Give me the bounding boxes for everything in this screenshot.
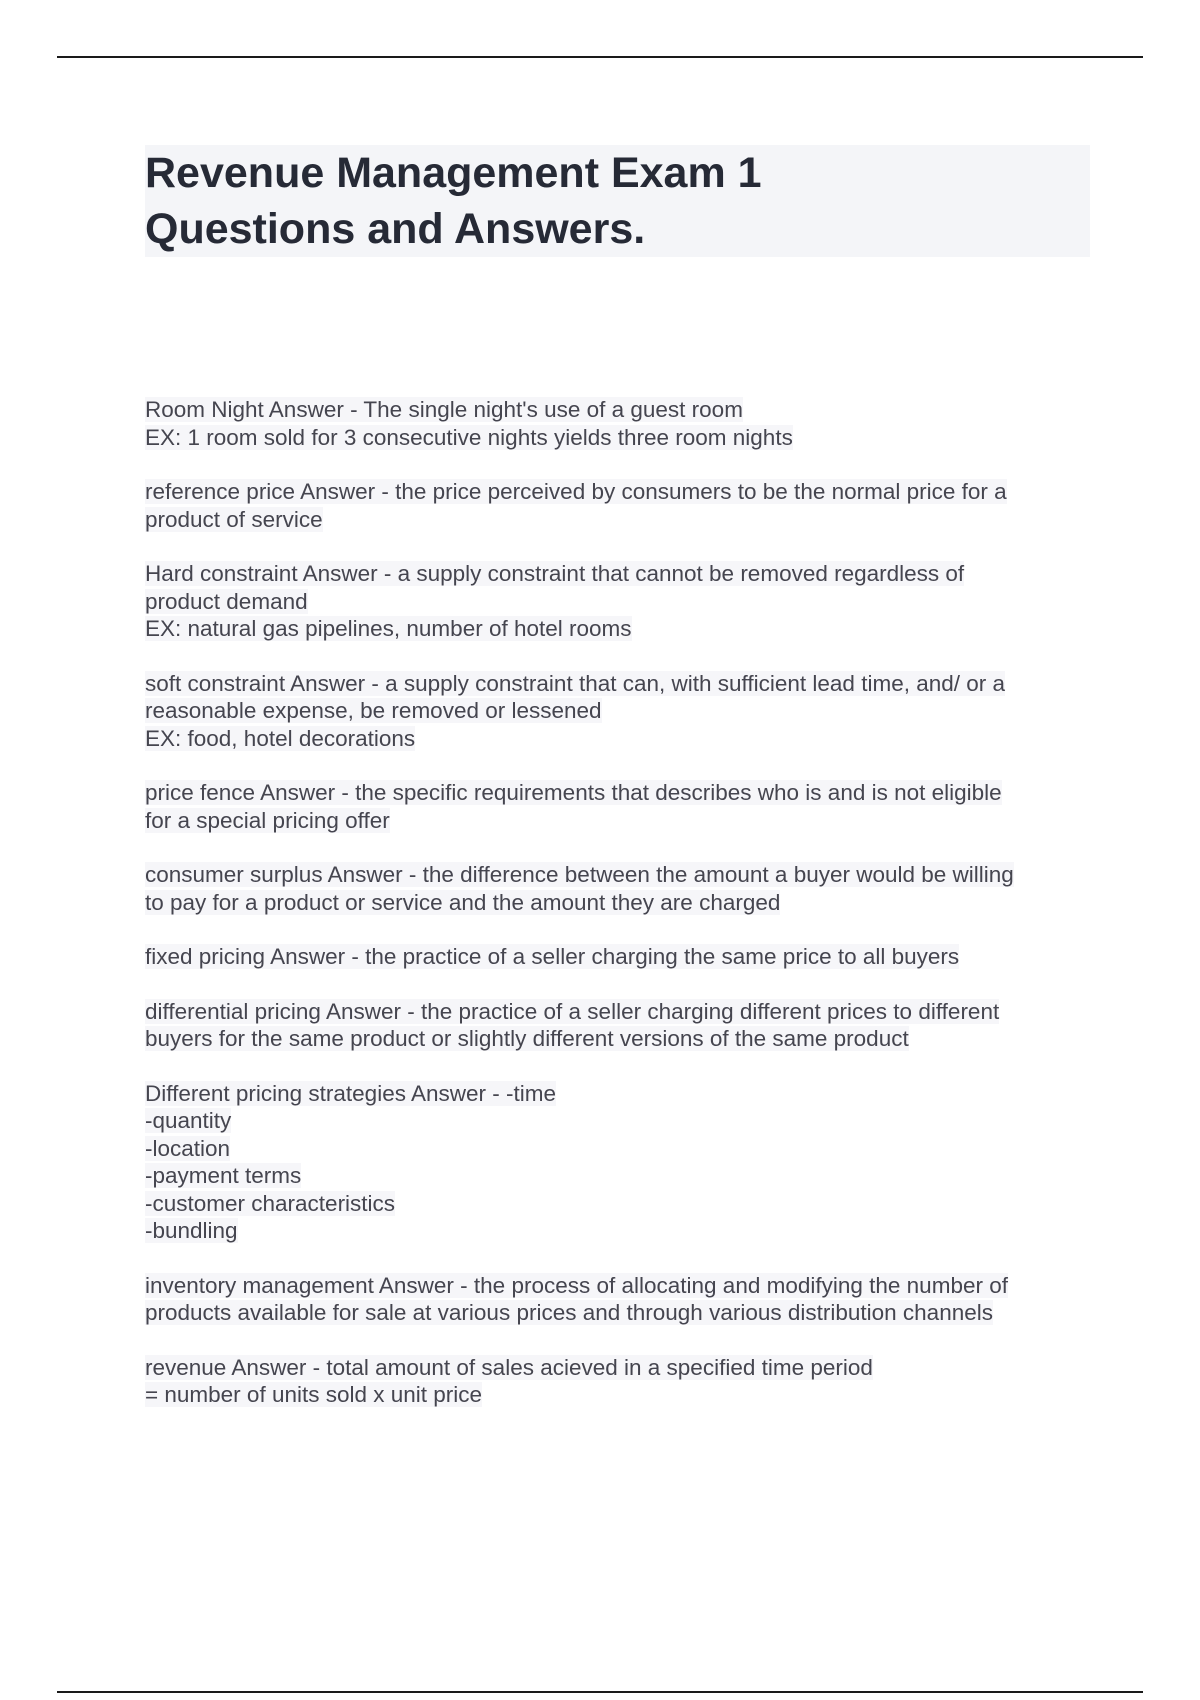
title-line-2: Questions and Answers. [145, 205, 646, 253]
qa-line-text: -location [145, 1135, 231, 1161]
qa-line-text: consumer surplus Answer - the difference between the amount a buyer would be willing [145, 862, 1014, 887]
qa-line-text: EX: 1 room sold for 3 consecutive nights yields three room nights [145, 424, 793, 450]
qa-entry [145, 1354, 1085, 1409]
qa-line-text: -quantity [145, 1108, 232, 1133]
qa-line [145, 396, 1085, 424]
qa-line [145, 779, 1085, 807]
qa-line-text: revenue Answer - total amount of sales acieved in a specified time period [145, 1354, 873, 1380]
qa-line [145, 697, 1085, 725]
qa-line [145, 588, 1085, 616]
qa-line [145, 615, 1085, 643]
qa-line [145, 889, 1085, 917]
qa-entry [145, 560, 1085, 643]
qa-line [145, 725, 1085, 753]
qa-line-text: differential pricing Answer - the practice of a seller charging different prices to different [145, 998, 1000, 1024]
qa-line-text: inventory management Answer - the process of allocating and modifying the number of [145, 1272, 1008, 1298]
qa-line-text: reference price Answer - the price perceived by consumers to be the normal price for a [145, 479, 1007, 504]
qa-entry [145, 861, 1085, 916]
qa-line [145, 506, 1085, 534]
qa-line-text: = number of units sold x unit price [145, 1382, 483, 1407]
qa-line [145, 478, 1085, 506]
qa-line-text: product of service [145, 506, 323, 532]
qa-line-text: Different pricing strategies Answer - -time [145, 1080, 556, 1106]
qa-line-text: -bundling [145, 1218, 238, 1243]
qa-line-text: to pay for a product or service and the amount they are charged [145, 889, 781, 915]
qa-line-text: for a special pricing offer [145, 807, 390, 833]
document-title [145, 145, 1090, 257]
qa-line-text: buyers for the same product or slightly different versions of the same product [145, 1026, 909, 1051]
qa-entry [145, 670, 1085, 753]
top-rule [57, 56, 1143, 58]
qa-line-text: EX: natural gas pipelines, number of hotel rooms [145, 616, 632, 641]
qa-line-text: EX: food, hotel decorations [145, 725, 416, 751]
qa-line-text: reasonable expense, be removed or lessened [145, 698, 602, 723]
qa-entry [145, 1272, 1085, 1327]
qa-line [145, 1217, 1085, 1245]
qa-line [145, 1107, 1085, 1135]
title-line-1: Revenue Management Exam 1 [145, 149, 762, 197]
qa-line-text: product demand [145, 588, 308, 614]
qa-line-text: soft constraint Answer - a supply constraint that can, with sufficient lead time, and/ or a [145, 670, 1006, 696]
qa-list [145, 396, 1085, 1436]
qa-line-text: -payment terms [145, 1163, 302, 1188]
qa-line [145, 1299, 1085, 1327]
qa-line [145, 670, 1085, 698]
qa-line-text: price fence Answer - the specific requirements that describes who is and is not eligible [145, 780, 1002, 805]
qa-line-text: products available for sale at various prices and through various distribution channels [145, 1300, 993, 1325]
qa-line [145, 998, 1085, 1026]
qa-line [145, 1162, 1085, 1190]
qa-line-text: -customer characteristics [145, 1190, 396, 1216]
qa-entry [145, 998, 1085, 1053]
qa-line [145, 424, 1085, 452]
bottom-rule [57, 1691, 1143, 1693]
qa-line [145, 1381, 1085, 1409]
qa-entry [145, 943, 1085, 971]
qa-entry [145, 779, 1085, 834]
qa-line [145, 560, 1085, 588]
qa-line [145, 1272, 1085, 1300]
qa-line-text: Hard constraint Answer - a supply constraint that cannot be removed regardless of [145, 561, 965, 586]
qa-line-text: fixed pricing Answer - the practice of a seller charging the same price to all buyers [145, 944, 960, 969]
qa-line [145, 861, 1085, 889]
qa-line [145, 1080, 1085, 1108]
qa-line [145, 1135, 1085, 1163]
qa-line-text: Room Night Answer - The single night's use of a guest room [145, 397, 743, 422]
qa-line [145, 807, 1085, 835]
qa-line [145, 1354, 1085, 1382]
qa-entry [145, 478, 1085, 533]
qa-entry [145, 1080, 1085, 1245]
qa-entry [145, 396, 1085, 451]
qa-line [145, 943, 1085, 971]
qa-line [145, 1025, 1085, 1053]
qa-line [145, 1190, 1085, 1218]
